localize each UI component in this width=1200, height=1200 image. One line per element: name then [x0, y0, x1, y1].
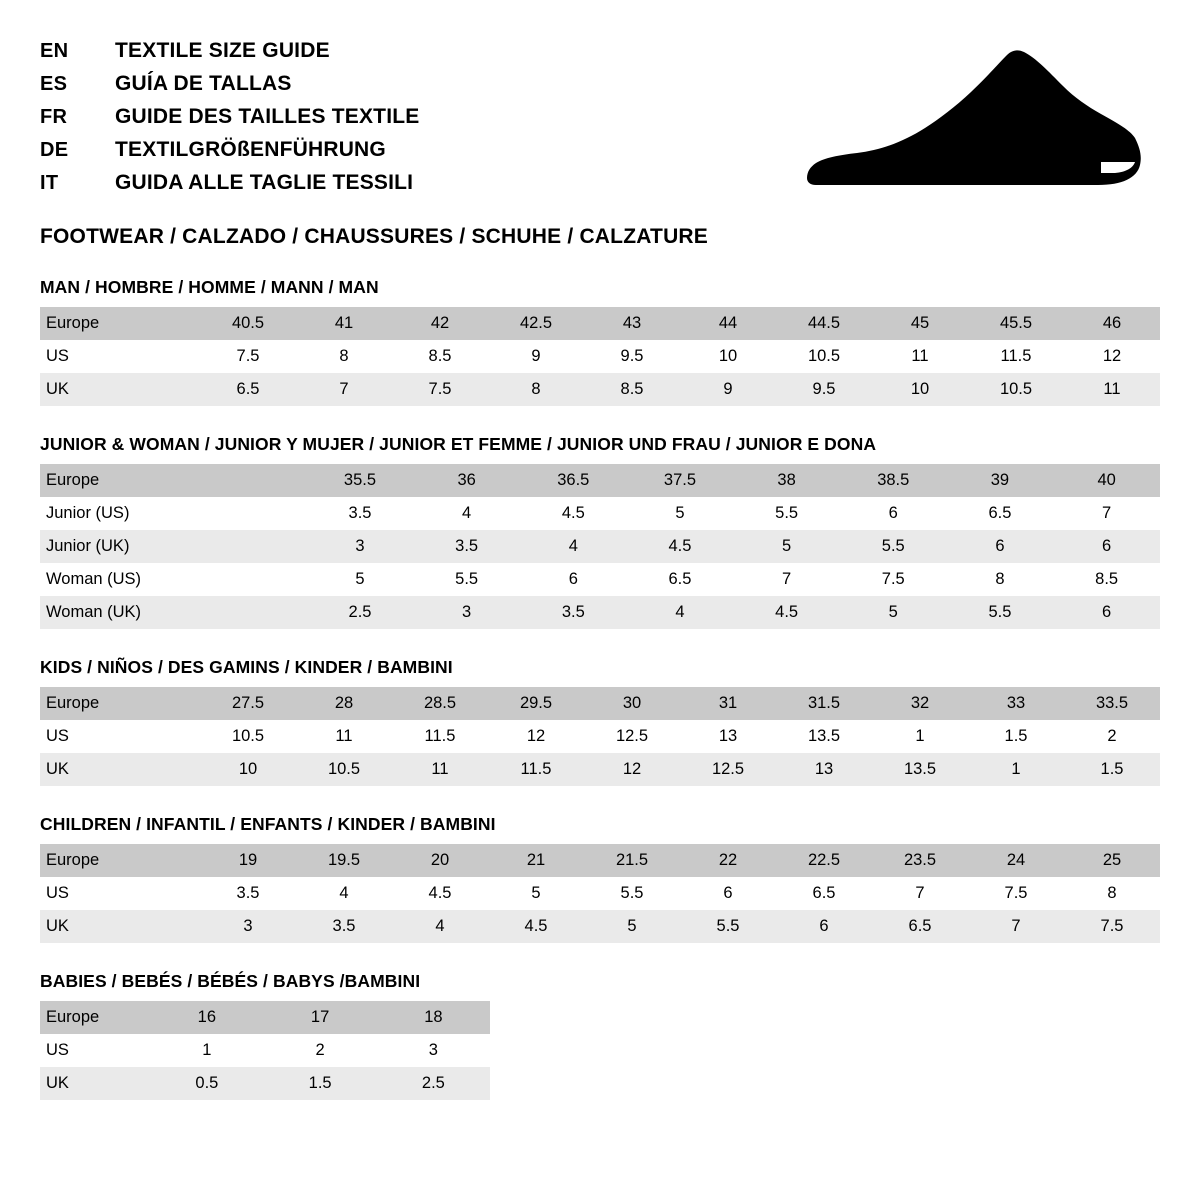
- size-cell: 4: [296, 877, 392, 910]
- size-cell: 8: [947, 563, 1054, 596]
- size-cell: 2.5: [377, 1067, 490, 1100]
- table-row: [40, 497, 1160, 530]
- size-cell: 32: [872, 687, 968, 720]
- size-cell: 22.5: [776, 844, 872, 877]
- size-cell: 5: [307, 563, 414, 596]
- size-cell: 9.5: [776, 373, 872, 406]
- row-label: US: [40, 1034, 150, 1067]
- row-label: Europe: [40, 464, 200, 497]
- size-cell: 6: [1053, 596, 1160, 629]
- size-cell: 2.5: [307, 596, 414, 629]
- size-cell: 13: [776, 753, 872, 786]
- size-cell: 4: [520, 530, 627, 563]
- size-table: [40, 1001, 490, 1100]
- row-label: Europe: [40, 687, 200, 720]
- size-cell: 11: [296, 720, 392, 753]
- size-cell: 8: [296, 340, 392, 373]
- size-cell: 5.5: [733, 497, 840, 530]
- language-code: IT: [40, 172, 59, 194]
- size-cell: 45: [872, 307, 968, 340]
- size-cell: 43: [584, 307, 680, 340]
- size-cell: 40.5: [200, 307, 296, 340]
- size-cell: 11.5: [968, 340, 1064, 373]
- size-cell: 5.5: [947, 596, 1054, 629]
- size-table: [40, 464, 1160, 629]
- size-cell: 7: [968, 910, 1064, 943]
- row-label: US: [40, 340, 200, 373]
- size-cell: 8: [488, 373, 584, 406]
- size-cell: 42: [392, 307, 488, 340]
- table-row: [40, 877, 1160, 910]
- size-cell: 36: [413, 464, 520, 497]
- size-cell: 11.5: [392, 720, 488, 753]
- size-cell: 27.5: [200, 687, 296, 720]
- size-cell: 2: [1064, 720, 1160, 753]
- size-cell: 5: [733, 530, 840, 563]
- size-cell: 1: [150, 1034, 263, 1067]
- language-title: GUIDA ALLE TAGLIE TESSILI: [115, 171, 414, 194]
- size-group-title: CHILDREN / INFANTIL / ENFANTS / KINDER / BAMBINI: [40, 814, 496, 834]
- size-cell: 21: [488, 844, 584, 877]
- table-row: [40, 307, 1160, 340]
- size-cell: 5: [584, 910, 680, 943]
- size-cell: 4: [413, 497, 520, 530]
- language-title: TEXTILGRÖßENFÜHRUNG: [115, 138, 386, 161]
- size-cell: 9: [488, 340, 584, 373]
- size-cell: 8.5: [392, 340, 488, 373]
- language-title: GUÍA DE TALLAS: [115, 72, 292, 95]
- size-cell: 3: [413, 596, 520, 629]
- size-cell: [200, 596, 307, 629]
- size-cell: 6: [776, 910, 872, 943]
- size-cell: 6.5: [947, 497, 1054, 530]
- table-row: [40, 596, 1160, 629]
- size-cell: 7.5: [1064, 910, 1160, 943]
- size-cell: 1: [872, 720, 968, 753]
- size-cell: 3.5: [413, 530, 520, 563]
- size-cell: 3: [200, 910, 296, 943]
- row-label: Junior (US): [40, 497, 200, 530]
- language-title: GUIDE DES TAILLES TEXTILE: [115, 105, 420, 128]
- size-cell: 12: [488, 720, 584, 753]
- size-cell: 38: [733, 464, 840, 497]
- language-code: ES: [40, 73, 68, 95]
- size-cell: [200, 464, 307, 497]
- table-row: [40, 844, 1160, 877]
- size-cell: 35.5: [307, 464, 414, 497]
- size-cell: 4.5: [733, 596, 840, 629]
- table-row: [40, 687, 1160, 720]
- size-cell: 36.5: [520, 464, 627, 497]
- size-cell: 33: [968, 687, 1064, 720]
- size-cell: 3.5: [200, 877, 296, 910]
- size-cell: 30: [584, 687, 680, 720]
- size-cell: 4.5: [520, 497, 627, 530]
- size-group-title: JUNIOR & WOMAN / JUNIOR Y MUJER / JUNIOR ET FEMME / JUNIOR UND FRAU / JUNIOR E DONA: [40, 434, 877, 454]
- size-cell: 28.5: [392, 687, 488, 720]
- size-cell: 24: [968, 844, 1064, 877]
- size-cell: 5.5: [584, 877, 680, 910]
- size-cell: 10.5: [776, 340, 872, 373]
- table-row: [40, 373, 1160, 406]
- size-cell: 5: [627, 497, 734, 530]
- size-cell: 6.5: [627, 563, 734, 596]
- size-cell: 11: [1064, 373, 1160, 406]
- table-row: [40, 530, 1160, 563]
- row-label: Europe: [40, 307, 200, 340]
- row-label: UK: [40, 753, 200, 786]
- size-cell: 6: [947, 530, 1054, 563]
- size-cell: 6.5: [776, 877, 872, 910]
- size-group-babies: [40, 971, 1160, 1100]
- language-code: DE: [40, 139, 69, 161]
- table-row: [40, 563, 1160, 596]
- size-cell: 17: [263, 1001, 376, 1034]
- size-cell: 3: [307, 530, 414, 563]
- size-cell: 10: [680, 340, 776, 373]
- size-cell: [200, 530, 307, 563]
- size-cell: 10: [200, 753, 296, 786]
- size-cell: 7: [872, 877, 968, 910]
- size-cell: 1.5: [968, 720, 1064, 753]
- size-cell: 6.5: [200, 373, 296, 406]
- size-table: [40, 844, 1160, 943]
- row-label: UK: [40, 373, 200, 406]
- size-cell: 6: [1053, 530, 1160, 563]
- size-cell: 42.5: [488, 307, 584, 340]
- size-group-children: [40, 814, 1160, 943]
- size-cell: 22: [680, 844, 776, 877]
- size-cell: 18: [377, 1001, 490, 1034]
- row-label: US: [40, 877, 200, 910]
- size-cell: 33.5: [1064, 687, 1160, 720]
- table-row: [40, 720, 1160, 753]
- table-row: [40, 753, 1160, 786]
- size-cell: 3.5: [307, 497, 414, 530]
- size-cell: 4.5: [627, 530, 734, 563]
- size-cell: 6: [840, 497, 947, 530]
- size-cell: 7.5: [392, 373, 488, 406]
- table-row: [40, 1034, 490, 1067]
- size-cell: 11: [392, 753, 488, 786]
- size-cell: 16: [150, 1001, 263, 1034]
- size-cell: 13: [680, 720, 776, 753]
- language-title: TEXTILE SIZE GUIDE: [115, 39, 330, 62]
- size-cell: 7.5: [968, 877, 1064, 910]
- size-group-title: KIDS / NIÑOS / DES GAMINS / KINDER / BAMBINI: [40, 657, 453, 677]
- size-cell: 37.5: [627, 464, 734, 497]
- table-row: [40, 910, 1160, 943]
- size-cell: 44.5: [776, 307, 872, 340]
- size-cell: 6.5: [872, 910, 968, 943]
- size-cell: 10.5: [296, 753, 392, 786]
- size-cell: 23.5: [872, 844, 968, 877]
- size-table: [40, 687, 1160, 786]
- size-cell: 1: [968, 753, 1064, 786]
- size-cell: 2: [263, 1034, 376, 1067]
- language-code: EN: [40, 40, 69, 62]
- size-cell: 3.5: [296, 910, 392, 943]
- row-label: Woman (US): [40, 563, 200, 596]
- size-cell: 3.5: [520, 596, 627, 629]
- size-cell: 7: [733, 563, 840, 596]
- size-cell: 20: [392, 844, 488, 877]
- size-cell: 28: [296, 687, 392, 720]
- size-cell: 44: [680, 307, 776, 340]
- size-cell: 5: [840, 596, 947, 629]
- size-cell: [200, 497, 307, 530]
- size-group-title: MAN / HOMBRE / HOMME / MANN / MAN: [40, 277, 379, 297]
- size-cell: 29.5: [488, 687, 584, 720]
- table-row: [40, 464, 1160, 497]
- language-code: FR: [40, 106, 68, 128]
- size-cell: 7.5: [200, 340, 296, 373]
- size-group-man: [40, 277, 1160, 406]
- size-cell: 5.5: [840, 530, 947, 563]
- size-cell: 10.5: [200, 720, 296, 753]
- size-cell: 25: [1064, 844, 1160, 877]
- size-cell: 8.5: [584, 373, 680, 406]
- size-cell: 11.5: [488, 753, 584, 786]
- size-cell: 10: [872, 373, 968, 406]
- size-cell: 6: [520, 563, 627, 596]
- row-label: Europe: [40, 844, 200, 877]
- size-cell: 9: [680, 373, 776, 406]
- size-cell: 3: [377, 1034, 490, 1067]
- size-cell: 5.5: [413, 563, 520, 596]
- size-cell: 13.5: [776, 720, 872, 753]
- size-cell: [200, 563, 307, 596]
- size-cell: 4: [392, 910, 488, 943]
- size-cell: 11: [872, 340, 968, 373]
- row-label: UK: [40, 1067, 150, 1100]
- size-cell: 38.5: [840, 464, 947, 497]
- size-cell: 12: [1064, 340, 1160, 373]
- size-cell: 0.5: [150, 1067, 263, 1100]
- size-table: [40, 307, 1160, 406]
- size-cell: 41: [296, 307, 392, 340]
- size-cell: 39: [947, 464, 1054, 497]
- size-cell: 12: [584, 753, 680, 786]
- size-cell: 8.5: [1053, 563, 1160, 596]
- size-group-title: BABIES / BEBÉS / BÉBÉS / BABYS /BAMBINI: [40, 971, 421, 991]
- size-cell: 13.5: [872, 753, 968, 786]
- category-title: FOOTWEAR / CALZADO / CHAUSSURES / SCHUHE / CALZATURE: [40, 225, 709, 248]
- size-cell: 45.5: [968, 307, 1064, 340]
- size-cell: 12.5: [584, 720, 680, 753]
- size-cell: 7: [296, 373, 392, 406]
- size-cell: 5.5: [680, 910, 776, 943]
- row-label: Europe: [40, 1001, 150, 1034]
- size-cell: 19.5: [296, 844, 392, 877]
- size-group-kids: [40, 657, 1160, 786]
- table-row: [40, 1067, 490, 1100]
- size-cell: 19: [200, 844, 296, 877]
- size-cell: 6: [680, 877, 776, 910]
- size-cell: 46: [1064, 307, 1160, 340]
- size-cell: 31: [680, 687, 776, 720]
- size-cell: 5: [488, 877, 584, 910]
- size-cell: 7: [1053, 497, 1160, 530]
- table-row: [40, 1001, 490, 1034]
- size-cell: 4.5: [392, 877, 488, 910]
- size-cell: 4.5: [488, 910, 584, 943]
- size-cell: 1.5: [263, 1067, 376, 1100]
- row-label: Woman (UK): [40, 596, 200, 629]
- size-cell: 9.5: [584, 340, 680, 373]
- dress-shoe-icon: [805, 50, 1145, 185]
- row-label: US: [40, 720, 200, 753]
- size-cell: 8: [1064, 877, 1160, 910]
- size-cell: 7.5: [840, 563, 947, 596]
- size-group-junior-woman: [40, 434, 1160, 629]
- row-label: UK: [40, 910, 200, 943]
- size-cell: 4: [627, 596, 734, 629]
- size-cell: 31.5: [776, 687, 872, 720]
- row-label: Junior (UK): [40, 530, 200, 563]
- size-cell: 40: [1053, 464, 1160, 497]
- size-cell: 1.5: [1064, 753, 1160, 786]
- size-cell: 12.5: [680, 753, 776, 786]
- size-tables: [40, 277, 1160, 1100]
- size-cell: 21.5: [584, 844, 680, 877]
- table-row: [40, 340, 1160, 373]
- size-cell: 10.5: [968, 373, 1064, 406]
